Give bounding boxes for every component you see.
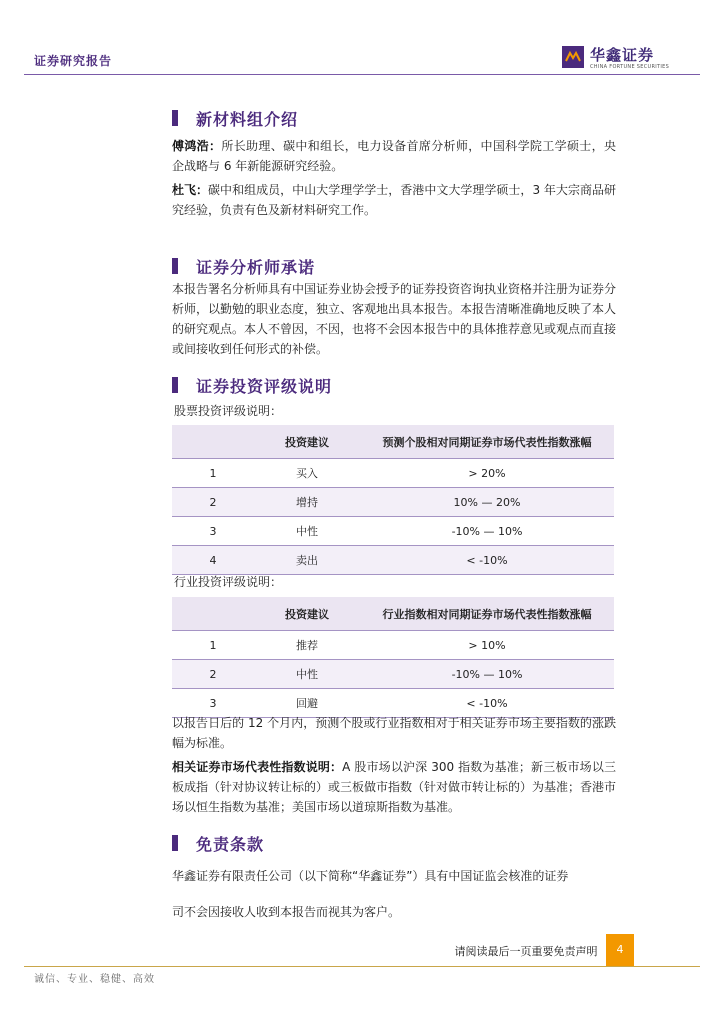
- section-title: 免责条款: [196, 835, 265, 854]
- page-number: 4: [606, 934, 634, 966]
- table-cell: -10% — 10%: [360, 517, 614, 546]
- section-marker: [172, 377, 178, 393]
- benchmark-note-text: A 股市场以沪深 300 指数为基准；新三板市场以三板成指（针对协议转让标的）或三板做市指数（针对做市转让标的）为基准；香港市场以恒生指数为基准；美国市场以道琼斯指数为基准。: [172, 760, 617, 814]
- table-cell: < -10%: [360, 689, 614, 718]
- rating-period-note: 以报告日后的 12 个月内，预测个股或行业指数相对于相关证券市场主要指数的涨跌幅为标准。: [172, 716, 616, 750]
- table-cell: 买入: [254, 459, 360, 488]
- table-header-cell: [172, 597, 254, 631]
- team-member-2: [172, 180, 616, 220]
- table-row: [172, 546, 614, 575]
- table-cell: 增持: [254, 488, 360, 517]
- member-name: 傅鸿浩：: [172, 139, 222, 153]
- footer-divider: [24, 966, 700, 967]
- section-marker: [172, 835, 178, 851]
- industry-rating-label: 行业投资评级说明：: [174, 575, 283, 589]
- table-cell: 3: [172, 517, 254, 546]
- table-header-row: [172, 597, 614, 631]
- section-marker: [172, 110, 178, 126]
- table-cell: 回避: [254, 689, 360, 718]
- stock-rating-label: 股票投资评级说明：: [174, 404, 283, 418]
- disclaimer-notice: 请阅读最后一页重要免责声明: [454, 945, 598, 958]
- header-divider: [24, 74, 700, 75]
- table-cell: 中性: [254, 517, 360, 546]
- benchmark-index-note: [172, 757, 616, 817]
- table-row: [172, 631, 614, 660]
- member-bio: 碳中和组成员，中山大学理学学士，香港中文大学理学硕士，3 年大宗商品研究经验，负责有色及新材料研究工作。: [172, 183, 616, 217]
- disclaimer-text-line2: 司不会因接收人收到本报告而视其为客户。: [172, 905, 401, 919]
- disclaimer-text-line1: 华鑫证券有限责任公司（以下简称“华鑫证券”）具有中国证监会核准的证券: [172, 869, 569, 883]
- section-marker: [172, 258, 178, 274]
- commitment-text: 本报告署名分析师具有中国证券业协会授予的证券投资咨询执业资格并注册为证券分析师，以勤勉的职业态度，独立、客观地出具本报告。本报告清晰准确地反映了本人的研究观点。本人不曾因，不因，也将不会因本报告中的具体推荐意见或观点而直接或间接收到任何形式的补偿。: [172, 282, 617, 356]
- table-row: [172, 459, 614, 488]
- table-header-cell: 投资建议: [254, 597, 360, 631]
- table-cell: > 10%: [360, 631, 614, 660]
- table-header-cell: 行业指数相对同期证券市场代表性指数涨幅: [360, 597, 614, 631]
- company-logo: [562, 44, 672, 72]
- logo-english-name: CHINA FORTUNE SECURITIES: [590, 64, 670, 70]
- logo-mark-icon: [562, 46, 584, 68]
- table-cell: 2: [172, 660, 254, 689]
- table-cell: 1: [172, 459, 254, 488]
- member-bio: 所长助理、碳中和组长，电力设备首席分析师，中国科学院工学硕士，央企战略与 6 年新能源研究经验。: [172, 139, 616, 173]
- section-title: 新材料组介绍: [196, 110, 299, 129]
- table-cell: 推荐: [254, 631, 360, 660]
- table-row: [172, 517, 614, 546]
- table-cell: -10% — 10%: [360, 660, 614, 689]
- benchmark-note-label: 相关证券市场代表性指数说明：: [172, 760, 343, 774]
- industry-rating-table: [172, 597, 614, 718]
- table-cell: < -10%: [360, 546, 614, 575]
- table-header-row: [172, 425, 614, 459]
- table-cell: > 20%: [360, 459, 614, 488]
- table-cell: 10% — 20%: [360, 488, 614, 517]
- company-motto: 诚信、专业、稳健、高效: [34, 974, 155, 985]
- team-member-1: [172, 136, 616, 176]
- table-cell: 中性: [254, 660, 360, 689]
- table-cell: 卖出: [254, 546, 360, 575]
- table-cell: 1: [172, 631, 254, 660]
- section-title: 证券分析师承诺: [196, 258, 316, 277]
- table-header-cell: 预测个股相对同期证券市场代表性指数涨幅: [360, 425, 614, 459]
- member-name: 杜飞：: [172, 183, 209, 197]
- table-header-cell: 投资建议: [254, 425, 360, 459]
- table-header-cell: [172, 425, 254, 459]
- table-cell: 4: [172, 546, 254, 575]
- report-type-title: 证券研究报告: [34, 54, 113, 68]
- table-row: [172, 488, 614, 517]
- table-cell: 2: [172, 488, 254, 517]
- table-row: [172, 660, 614, 689]
- stock-rating-table: [172, 425, 614, 575]
- table-cell: 3: [172, 689, 254, 718]
- logo-chinese-name: 华鑫证券: [590, 46, 655, 64]
- section-title: 证券投资评级说明: [196, 377, 333, 396]
